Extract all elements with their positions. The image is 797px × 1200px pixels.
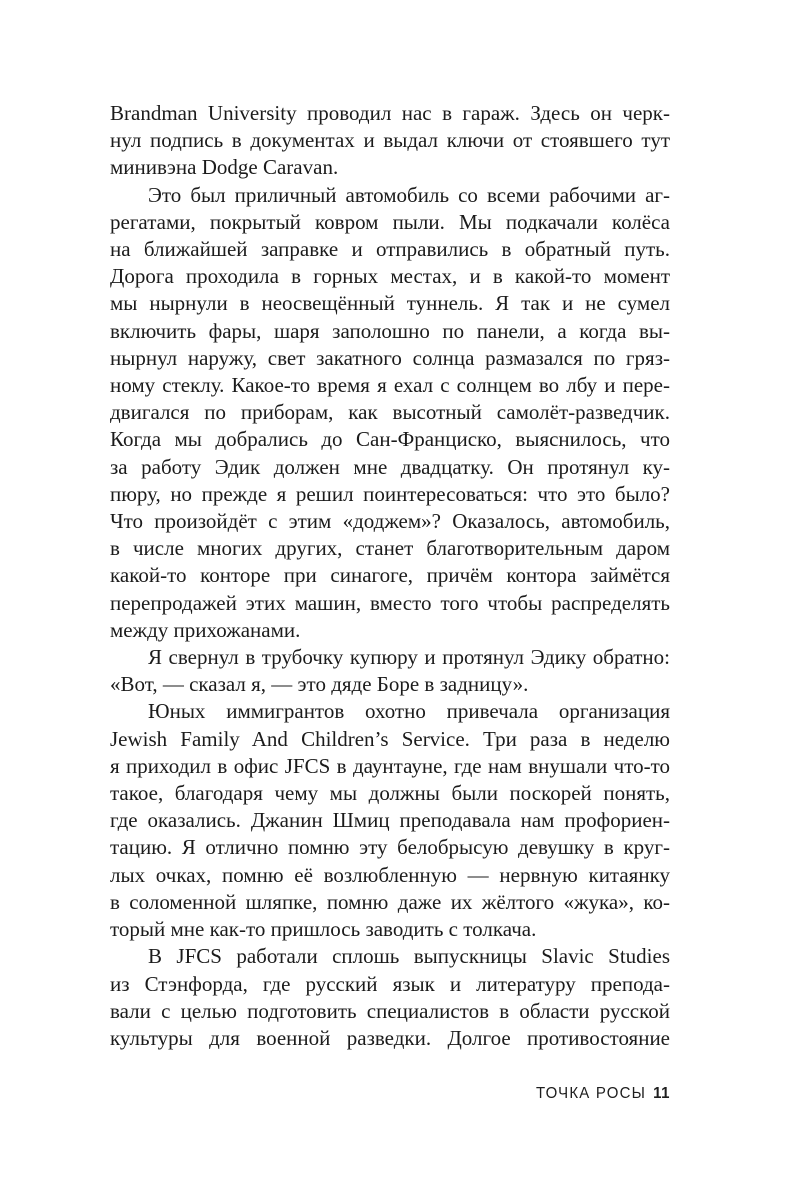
text-line: Когда мы добрались до Сан-Франциско, выяснилось, что <box>110 427 670 452</box>
page-text-block <box>110 100 670 1052</box>
text-line: мы нырнули в неосвещённый туннель. Я так и не сумел <box>110 291 670 316</box>
text-line: торый мне как-то пришлось заводить с толкача. <box>110 917 537 942</box>
text-line: Я свернул в трубочку купюру и протянул Эдику обратно: <box>148 645 670 670</box>
text-line: В JFCS работали сплошь выпускницы Slavic Studies <box>148 944 670 969</box>
text-line: перепродажей этих машин, вместо того чтобы распределять <box>110 590 670 615</box>
running-title: ТОЧКА РОСЫ <box>535 1084 647 1103</box>
text-line: на ближайшей заправке и отправились в обратный путь. <box>110 237 670 262</box>
text-line: культуры для военной разведки. Долгое противостояние <box>110 1025 670 1050</box>
text-line: нырнул наружу, свет закатного солнца размазался по гряз- <box>110 345 670 370</box>
text-line: тацию. Я отлично помню эту белобрысую девушку в круг- <box>110 835 670 860</box>
text-line: такое, благодаря чему мы должны были поскорей понять, <box>110 781 670 806</box>
text-line: Что произойдёт с этим «доджем»? Оказалось, автомобиль, <box>110 509 670 534</box>
paragraph <box>110 182 670 644</box>
text-line: в соломенной шляпке, помню даже их жёлтого «жука», ко- <box>110 889 670 914</box>
text-line: Дорога проходила в горных местах, и в какой-то момент <box>110 264 670 289</box>
paragraph <box>110 698 670 943</box>
paragraph <box>110 943 670 1052</box>
text-line: пюру, но прежде я решил поинтересоваться: что это было? <box>110 481 670 506</box>
text-line: «Вот, — сказал я, — это дяде Боре в задницу». <box>110 672 529 697</box>
text-line: Brandman University проводил нас в гараж. Здесь он черк- <box>110 101 670 125</box>
text-line: минивэна Dodge Caravan. <box>110 155 339 180</box>
text-line: Юных иммигрантов охотно привечала организация <box>148 699 670 724</box>
paragraph <box>110 644 670 698</box>
text-line: между прихожанами. <box>110 617 301 642</box>
text-line: Jewish Family And Children’s Service. Три раза в неделю <box>110 726 670 751</box>
text-line: в числе многих других, станет благотворительным даром <box>110 536 670 561</box>
page-number: 11 <box>653 1084 670 1103</box>
text-line: включить фары, шаря заполошно по панели, а когда вы- <box>110 318 670 343</box>
text-line: нул подпись в документах и выдал ключи от стоявшего тут <box>110 128 670 153</box>
text-line: регатами, покрытый ковром пыли. Мы подкачали колёса <box>110 209 670 234</box>
text-line: какой-то конторе при синагоге, причём контора займётся <box>110 563 670 588</box>
text-line: Это был приличный автомобиль со всеми рабочими аг- <box>148 182 670 207</box>
text-line: двигался по приборам, как высотный самолёт-разведчик. <box>110 400 670 425</box>
page-footer <box>110 1085 670 1103</box>
text-line: из Стэнфорда, где русский язык и литературу препода- <box>110 971 670 996</box>
text-line: за работу Эдик должен мне двадцатку. Он протянул ку- <box>110 454 670 479</box>
text-line: где оказались. Джанин Шмиц преподавала нам профориен- <box>110 808 670 833</box>
text-line: лых очках, помню её возлюбленную — нервную китаянку <box>110 862 670 887</box>
text-line: я приходил в офис JFCS в даунтауне, где нам внушали что-то <box>110 753 670 778</box>
paragraph <box>110 100 670 182</box>
text-line: ному стеклу. Какое-то время я ехал с солнцем во лбу и пере- <box>110 373 670 398</box>
text-line: вали с целью подготовить специалистов в области русской <box>110 998 670 1023</box>
